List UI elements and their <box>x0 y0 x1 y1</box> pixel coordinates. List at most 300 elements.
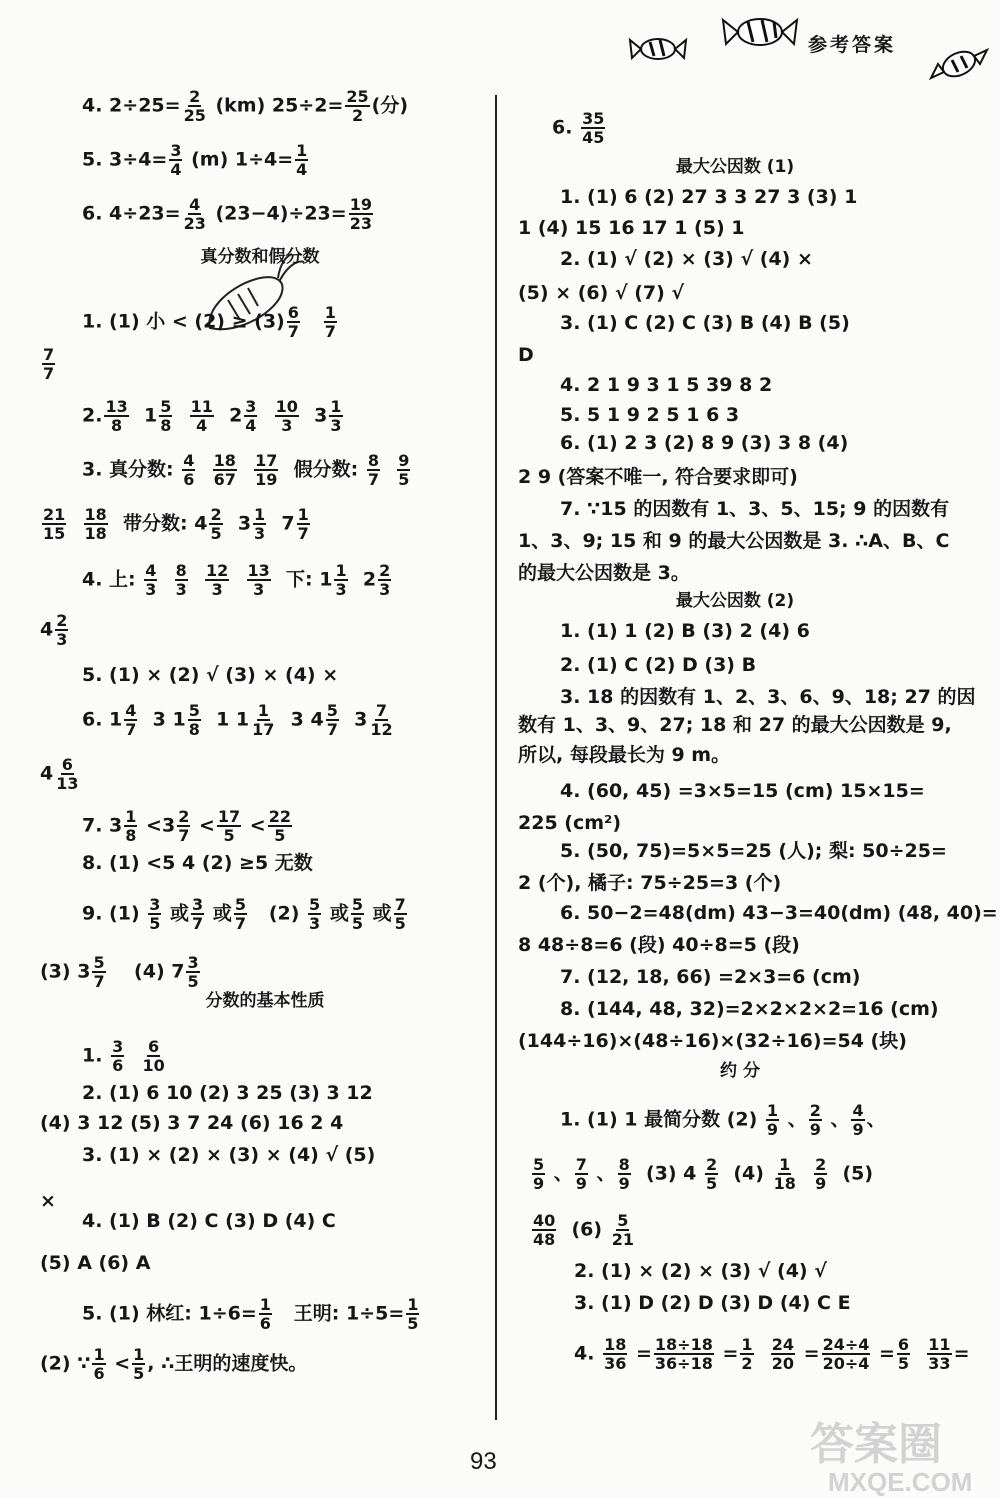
fraction <box>144 562 157 598</box>
numerator: 5 <box>160 397 172 416</box>
fraction <box>111 1038 124 1074</box>
fraction <box>188 702 201 738</box>
text-run: 1. <box>82 1044 103 1067</box>
fraction <box>244 398 257 434</box>
denominator: 7 <box>43 364 55 383</box>
line <box>82 196 375 232</box>
line: × <box>40 1190 56 1212</box>
numerator: 3 <box>192 895 204 914</box>
denominator: 7 <box>326 720 338 739</box>
numerator: 2 <box>379 561 391 580</box>
fraction <box>55 756 79 792</box>
denominator: 3 <box>145 580 157 599</box>
denominator: 6 <box>93 1364 105 1383</box>
numerator: 5 <box>326 701 338 720</box>
numerator: 2 <box>178 807 190 826</box>
numerator: 11 <box>928 1335 951 1354</box>
text-run: < <box>249 814 266 837</box>
numerator: 9 <box>398 451 410 470</box>
fraction <box>177 808 190 844</box>
denominator: 3 <box>56 630 68 649</box>
denominator: 4 <box>245 416 257 435</box>
numerator: 18 <box>84 505 107 524</box>
line <box>40 612 70 648</box>
numerator: 4 <box>189 195 201 214</box>
fraction <box>851 1102 864 1138</box>
denominator: 7 <box>125 720 137 739</box>
numerator: 8 <box>175 561 187 580</box>
numerator: 22 <box>268 807 291 826</box>
line: 1 (4) 15 16 17 1 (5) 1 <box>518 217 745 239</box>
numerator: 5 <box>309 895 321 914</box>
numerator: 7 <box>394 895 406 914</box>
denominator: 5 <box>133 1364 145 1383</box>
numerator: 18 <box>213 451 236 470</box>
text-run: 5. 3÷4= <box>82 148 168 171</box>
line: 5. (1) × (2) √ (3) × (4) × <box>82 664 339 686</box>
text-run: 4. <box>574 1342 595 1365</box>
text-run: 1 1 <box>216 708 250 731</box>
text-run: = <box>722 1342 739 1365</box>
fraction <box>378 562 391 598</box>
line: 2. (1) × (2) × (3) √ (4) √ <box>574 1260 827 1282</box>
numerator: 6 <box>897 1335 910 1354</box>
numerator: 1 <box>296 141 308 160</box>
text-run: 带分数: 4 <box>123 512 208 535</box>
numerator: 5 <box>188 701 200 720</box>
column-divider <box>495 95 497 1420</box>
numerator: 10 <box>275 397 298 416</box>
numerator: 5 <box>533 1155 545 1174</box>
numerator: 18÷18 <box>654 1335 713 1354</box>
numerator: 17 <box>217 807 241 826</box>
numerator: 5 <box>351 895 363 914</box>
line <box>40 346 57 382</box>
numerator: 7 <box>575 1155 587 1174</box>
fraction <box>209 506 222 542</box>
line <box>82 142 310 178</box>
text-run: 7. 3 <box>82 814 123 837</box>
text-run: (2) ∵ <box>40 1352 91 1375</box>
text-run: 2. <box>82 404 103 427</box>
numerator: 5 <box>93 953 105 972</box>
fraction <box>329 398 342 434</box>
numerator: 2 <box>809 1101 821 1120</box>
denominator: 7 <box>367 470 380 489</box>
denominator: 3 <box>309 914 321 933</box>
text-run: , ∴王明的速度快。 <box>147 1352 308 1375</box>
line: 3. (1) C (2) C (3) B (4) B (5) <box>560 312 850 334</box>
line: 8 48÷8=6 (段) 40÷8=5 (段) <box>518 934 800 956</box>
fraction <box>581 110 605 146</box>
fraction <box>183 88 207 124</box>
denominator: 12 <box>370 720 393 739</box>
fraction <box>132 1346 145 1382</box>
line <box>82 1038 168 1074</box>
denominator: 9 <box>852 1120 864 1139</box>
denominator: 18 <box>84 524 107 543</box>
numerator: 3 <box>112 1037 124 1056</box>
numerator: 1 <box>133 1345 145 1364</box>
denominator: 3 <box>330 416 342 435</box>
numerator: 2 <box>189 87 201 106</box>
numerator: 4 <box>183 451 195 470</box>
numerator: 1 <box>407 1295 419 1314</box>
fraction <box>705 1156 718 1192</box>
line: 4. 2 1 9 3 1 5 39 8 2 <box>560 374 773 396</box>
text-run: 或 <box>170 902 190 925</box>
text-run: 或 <box>329 902 349 925</box>
numerator: 2 <box>815 1155 827 1174</box>
text-run: (3) 3 <box>40 960 91 983</box>
fraction <box>42 506 66 542</box>
line: 8. (144, 48, 32)=2×2×2×2=16 (cm) <box>560 998 939 1020</box>
fraction <box>169 142 182 178</box>
text-run: (4) <box>733 1162 764 1185</box>
numerator: 13 <box>247 561 270 580</box>
denominator: 5 <box>407 1314 419 1333</box>
text-run: 、 <box>866 1108 886 1131</box>
fraction <box>397 452 410 488</box>
line <box>40 506 312 542</box>
line: (5) × (6) √ (7) √ <box>518 282 685 304</box>
fraction <box>213 452 237 488</box>
text-run: = <box>879 1342 895 1365</box>
numerator: 2 <box>210 505 222 524</box>
text-run: (km) 25÷2= <box>215 94 344 117</box>
line: 3. (1) × (2) × (3) × (4) √ (5) <box>82 1144 376 1166</box>
line <box>530 1156 873 1192</box>
text-run: 2 <box>362 568 377 591</box>
denominator: 5 <box>223 826 235 845</box>
numerator: 7 <box>375 701 388 720</box>
line: 225 (cm²) <box>518 812 622 834</box>
fraction <box>295 142 308 178</box>
numerator: 7 <box>43 345 55 364</box>
denominator: 7 <box>178 826 190 845</box>
numerator: 19 <box>349 195 372 214</box>
line: D <box>518 344 534 366</box>
text-run: 、 <box>553 1162 573 1185</box>
fraction <box>287 304 300 340</box>
numerator: 2 <box>706 1155 718 1174</box>
denominator: 20÷4 <box>822 1354 870 1373</box>
denominator: 6 <box>259 1314 271 1333</box>
line <box>82 88 408 124</box>
denominator: 5 <box>398 470 410 489</box>
fraction <box>92 954 105 990</box>
line <box>82 1296 421 1332</box>
text-run: 下: 1 <box>286 568 333 591</box>
numerator: 1 <box>297 505 309 524</box>
line: 2. (1) √ (2) × (3) √ (4) × <box>560 248 813 270</box>
denominator: 5 <box>210 524 222 543</box>
fraction <box>124 808 137 844</box>
text-run: 9. (1) <box>82 902 140 925</box>
denominator: 45 <box>582 128 605 147</box>
line <box>40 954 202 990</box>
text-run: = <box>635 1342 652 1365</box>
text-run: 5. (1) 林红: 1÷6= <box>82 1302 257 1325</box>
denominator: 5 <box>706 1174 718 1193</box>
numerator: 24 <box>771 1335 795 1354</box>
denominator: 4 <box>296 160 308 179</box>
numerator: 6 <box>287 303 299 322</box>
fraction <box>92 1346 105 1382</box>
fraction <box>345 88 369 124</box>
line: 5. (50, 75)=5×5=25 (人); 梨: 50÷25= <box>560 840 947 862</box>
line: 4. (1) B (2) C (3) D (4) C <box>82 1210 336 1232</box>
fraction <box>897 1336 910 1372</box>
text-run: 6. <box>552 116 573 139</box>
line <box>82 452 412 488</box>
line: 所以, 每段最长为 9 m。 <box>518 744 731 766</box>
text-run: 王明: 1÷5= <box>293 1302 405 1325</box>
numerator: 1 <box>257 701 269 720</box>
fraction <box>654 1336 714 1372</box>
line: 6. 50−2=48(dm) 43−3=40(dm) (48, 40)= <box>560 902 998 924</box>
fraction <box>771 1336 795 1372</box>
text-run: (5) <box>842 1162 874 1185</box>
text-run: < <box>198 814 215 837</box>
section-heading: 真分数和假分数 <box>200 247 320 267</box>
denominator: 3 <box>253 580 265 599</box>
fraction <box>268 808 292 844</box>
numerator: 6 <box>61 755 73 774</box>
denominator: 7 <box>297 524 309 543</box>
fraction <box>182 452 195 488</box>
line: 3. 18 的因数有 1、2、3、6、9、18; 27 的因 <box>560 686 976 708</box>
numerator: 4 <box>145 561 157 580</box>
header-title: 参考答案 <box>808 34 897 56</box>
line <box>40 756 82 792</box>
numerator: 1 <box>330 397 342 416</box>
line: 2 9 (答案不唯一, 符合要求即可) <box>518 466 798 488</box>
text-run: 4 <box>40 618 54 641</box>
line <box>82 398 345 434</box>
fraction <box>191 896 204 932</box>
line <box>574 1336 969 1372</box>
denominator: 6 <box>183 470 195 489</box>
line: 2. (1) 6 10 (2) 3 25 (3) 3 12 <box>82 1082 373 1104</box>
numerator: 1 <box>125 807 137 826</box>
denominator: 3 <box>379 580 391 599</box>
fraction <box>822 1336 871 1372</box>
fraction <box>367 452 380 488</box>
denominator: 7 <box>234 914 246 933</box>
numerator: 8 <box>618 1155 630 1174</box>
fraction <box>234 896 247 932</box>
fraction <box>55 612 68 648</box>
fraction <box>253 506 266 542</box>
candy-icon <box>628 34 688 64</box>
denominator: 13 <box>56 774 79 793</box>
numerator: 24÷4 <box>822 1335 870 1354</box>
fraction <box>247 562 271 598</box>
fraction <box>186 954 199 990</box>
denominator: 36 <box>604 1354 627 1373</box>
fraction <box>308 896 321 932</box>
denominator: 5 <box>274 826 286 845</box>
denominator: 5 <box>394 914 406 933</box>
denominator: 36÷18 <box>654 1354 713 1373</box>
fraction <box>175 562 188 598</box>
line: (5) A (6) A <box>40 1252 151 1274</box>
numerator: 1 <box>259 1295 271 1314</box>
section-heading: 分数的基本性质 <box>205 991 325 1011</box>
numerator: 5 <box>617 1211 629 1230</box>
text-run: 3 <box>314 404 328 427</box>
numerator: 1 <box>766 1101 779 1120</box>
fraction <box>124 702 137 738</box>
fraction <box>159 398 172 434</box>
text-run: 4 <box>40 762 54 785</box>
line <box>82 562 393 598</box>
numerator: 4 <box>852 1101 864 1120</box>
line: 7. (12, 18, 66) =2×3=6 (cm) <box>560 966 861 988</box>
text-run: = <box>953 1342 970 1365</box>
text-run: 2 <box>229 404 243 427</box>
denominator: 3 <box>175 580 187 599</box>
line: 8. (1) <5 4 (2) ≥5 无数 <box>82 852 313 874</box>
denominator: 5 <box>897 1354 910 1373</box>
numerator: 2 <box>56 611 68 630</box>
denominator: 9 <box>533 1174 545 1193</box>
denominator: 4 <box>170 160 182 179</box>
numerator: 1 <box>779 1155 791 1174</box>
denominator: 67 <box>213 470 236 489</box>
numerator: 17 <box>255 451 278 470</box>
text-run: (6) <box>571 1218 603 1241</box>
numerator: 6 <box>148 1037 160 1056</box>
fraction <box>259 1296 272 1332</box>
fraction <box>183 196 207 232</box>
line <box>560 1102 886 1138</box>
denominator: 8 <box>125 826 137 845</box>
numerator: 1 <box>335 561 347 580</box>
numerator: 40 <box>533 1211 556 1230</box>
line <box>530 1212 637 1248</box>
candy-icon <box>928 42 990 86</box>
denominator: 3 <box>254 524 266 543</box>
section-heading: 最大公因数 (1) <box>675 157 795 177</box>
denominator: 5 <box>351 914 363 933</box>
fraction <box>814 1156 827 1192</box>
line <box>82 304 339 340</box>
denominator: 2 <box>741 1354 753 1373</box>
denominator: 25 <box>183 106 206 125</box>
denominator: 9 <box>575 1174 587 1193</box>
text-run: 、 <box>787 1108 807 1131</box>
text-run: 3. 真分数: <box>82 458 174 481</box>
fraction <box>740 1336 753 1372</box>
numerator: 1 <box>254 505 266 524</box>
fraction <box>532 1156 545 1192</box>
text-run: 6. 1 <box>82 708 123 731</box>
numerator: 35 <box>582 109 605 128</box>
denominator: 3 <box>281 416 293 435</box>
numerator: 11 <box>190 397 213 416</box>
line: 7. ∵15 的因数有 1、3、5、15; 9 的因数有 <box>560 498 950 520</box>
text-run: < <box>114 1352 131 1375</box>
line <box>82 896 409 932</box>
denominator: 48 <box>533 1230 556 1249</box>
fraction <box>369 702 393 738</box>
candy-icon <box>720 12 800 52</box>
denominator: 20 <box>771 1354 795 1373</box>
fraction <box>532 1212 556 1248</box>
numerator: 4 <box>125 701 137 720</box>
text-run: 、 <box>596 1162 616 1185</box>
fraction <box>141 1038 165 1074</box>
text-run: 、 <box>830 1108 850 1131</box>
denominator: 10 <box>142 1056 165 1075</box>
text-run: 3 <box>354 708 368 731</box>
denominator: 15 <box>43 524 66 543</box>
fraction <box>575 1156 588 1192</box>
watermark: 答案圈 MXQE.COM <box>810 1420 973 1497</box>
fraction <box>927 1336 951 1372</box>
fraction <box>349 196 373 232</box>
line: 2. (1) C (2) D (3) B <box>560 654 757 676</box>
text-run: 假分数: <box>293 458 359 481</box>
text-run: 6. 4÷23= <box>82 202 181 225</box>
text-run: 4. 上: <box>82 568 136 591</box>
numerator: 13 <box>105 397 128 416</box>
line: 1. (1) 6 (2) 27 3 3 27 3 (3) 1 <box>560 186 858 208</box>
page-number: 93 <box>470 1448 497 1475</box>
denominator: 7 <box>93 972 105 991</box>
line <box>82 808 294 844</box>
line: 4. (60, 45) =3×5=15 (cm) 15×15= <box>560 780 925 802</box>
denominator: 7 <box>287 322 299 341</box>
denominator: 9 <box>809 1120 821 1139</box>
text-run: (3) 4 <box>645 1162 697 1185</box>
fraction <box>334 562 347 598</box>
numerator: 18 <box>604 1335 627 1354</box>
denominator: 8 <box>111 416 123 435</box>
text-run: 1 <box>143 404 158 427</box>
denominator: 3 <box>335 580 347 599</box>
denominator: 19 <box>255 470 278 489</box>
text-run: 3 <box>237 512 252 535</box>
denominator: 2 <box>351 106 364 125</box>
denominator: 7 <box>192 914 204 933</box>
text-run: (4) 7 <box>134 960 185 983</box>
fraction <box>190 398 214 434</box>
numerator: 12 <box>206 561 229 580</box>
line: 2 (个), 橘子: 75÷25=3 (个) <box>518 872 782 894</box>
text-run: 3 1 <box>152 708 186 731</box>
fraction <box>611 1212 635 1248</box>
denominator: 21 <box>611 1230 634 1249</box>
numerator: 5 <box>234 895 246 914</box>
text-run: (m) 1÷4= <box>191 148 294 171</box>
fraction <box>254 452 278 488</box>
fraction <box>809 1102 822 1138</box>
denominator: 9 <box>815 1174 827 1193</box>
fraction <box>406 1296 419 1332</box>
fraction <box>104 398 128 434</box>
numerator: 8 <box>367 451 380 470</box>
numerator: 1 <box>741 1335 753 1354</box>
numerator: 25 <box>346 87 369 106</box>
denominator: 23 <box>349 214 372 233</box>
text-run: (23−4)÷23= <box>215 202 347 225</box>
section-heading: 约 分 <box>720 1061 760 1081</box>
text-run: 或 <box>372 902 392 925</box>
numerator: 3 <box>187 953 199 972</box>
